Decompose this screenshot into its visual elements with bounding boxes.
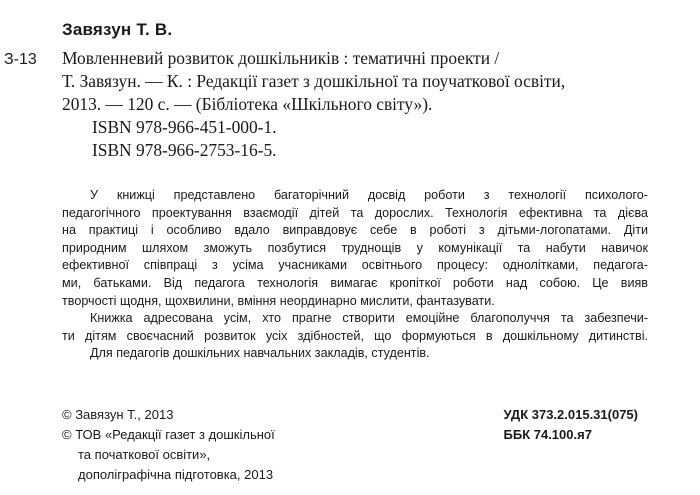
- copyright-line: © Завязун Т., 2013: [62, 407, 174, 422]
- bib-line: Т. Завязун. — К. : Редакції газет з дошкільної та поучаткової освіти,: [62, 71, 566, 91]
- author-heading: Завязун Т. В.: [62, 20, 173, 39]
- abstract: [62, 187, 648, 363]
- isbn-line: ISBN 978-966-451-000-1.: [92, 117, 277, 137]
- abstract-line: У книжці представлено багаторічний досвід роботи з технології психолого-: [90, 188, 648, 202]
- abstract-line: Для педагогів дошкільних навчальних закладів, студентів.: [90, 346, 430, 361]
- bbk-code: ББК 74.100.я7: [503, 427, 592, 442]
- classification-block: [504, 405, 639, 445]
- abstract-line: природним шляхом зможуть позбутися труднощів у комунікації та набути навичок: [62, 240, 648, 255]
- abstract-line: ми, батьками. Від педагога технологія вимагає кропіткої роботи над собою. Це вияв: [62, 275, 648, 290]
- copyright-line: та початкової освіти»,: [78, 447, 211, 462]
- copyright-line: дополіграфічна підготовка, 2013: [78, 467, 274, 482]
- bib-line: 2013. — 120 с. — (Бібліотека «Шкільного світу»).: [62, 94, 433, 114]
- udk-code: УДК 373.2.015.31(075): [503, 407, 638, 422]
- call-number: З-13: [4, 51, 37, 68]
- abstract-line: ефективної співпраці з усіма учасниками освітнього процесу: однолітками, педагога-: [62, 258, 648, 273]
- abstract-line: на практиці і особливо вдало виправдовує себе в роботі з дітьми-логопатами. Діти: [62, 223, 648, 238]
- bibliographic-description: [62, 47, 682, 116]
- abstract-line: творчості щодня, щохвилини, вміння неординарно мислити, фантазувати.: [62, 293, 495, 308]
- isbn-line: ISBN 978-966-2753-16-5.: [92, 140, 277, 160]
- copyright-block: [62, 405, 275, 485]
- bib-line: Мовленневий розвиток дошкільників : тематичні проекти /: [62, 48, 500, 68]
- abstract-line: педагогічного проектування взаємодії дітей та дорослих. Технологія ефективна та дієва: [62, 205, 648, 220]
- copyright-line: © ТОВ «Редакції газет з дошкільної: [62, 427, 275, 442]
- abstract-line: ти дітям своєчасний розвиток усіх здібностей, що формуються в дошкільному дитинстві.: [62, 328, 648, 343]
- abstract-line: Книжка адресована усім, хто прагне створити емоційне благополуччя та забезпечи-: [90, 311, 648, 326]
